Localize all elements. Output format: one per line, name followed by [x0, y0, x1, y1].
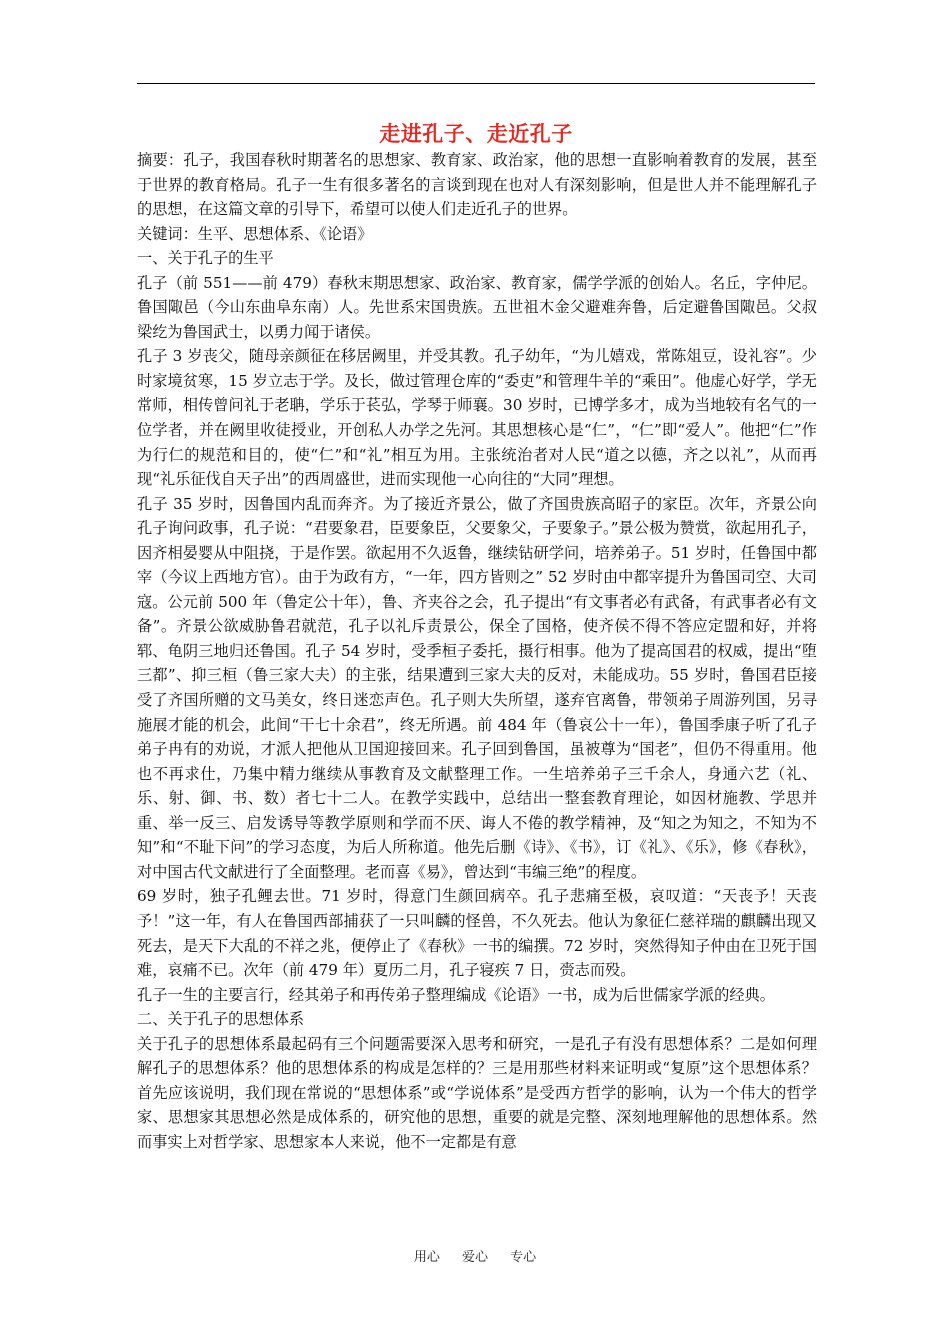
body-paragraph: 孔子一生的主要言行，经其弟子和再传弟子整理编成《论语》一书，成为后世儒家学派的经典。 [137, 985, 775, 1004]
document-title: 走进孔子、走近孔子 [379, 122, 573, 146]
abstract-paragraph: 摘要：孔子，我国春秋时期著名的思想家、教育家、政治家，他的思想一直影响着教育的发展，甚至于世界的教育格局。孔子一生有很多著名的言谈到现在也对人有深刻影响，但是世人并不能理解孔子的思想，在这篇文章的引导下，希望可以使人们走近孔子的世界。 [137, 151, 817, 219]
keywords-line: 关键词：生平、思想体系、《论语》 [137, 224, 373, 243]
page-footer: 用心 爱心 专心 [413, 1250, 537, 1265]
header-rule [137, 83, 815, 84]
section-heading-1: 一、关于孔子的生平 [137, 249, 274, 268]
body-paragraph: 孔子 35 岁时，因鲁国内乱而奔齐。为了接近齐景公，做了齐国贵族高昭子的家臣。次年，齐景公向孔子询问政事，孔子说：“君要象君，臣要象臣，父要象父，子要象子。”景公极为赞赏，欲起用孔子，因齐相晏婴从中阻挠，于是作罢。欲起用不久返鲁，继续钻研学问，培养弟子。51 岁时，任鲁国中都宰（今议上西地方官）。由于为政有方，“一年，四方皆则之” 52 岁时由中都宰提升为鲁国司空、大司寇。公元前 500 年（鲁定公十年），鲁、齐夹谷之会，孔子提出“有文事者必有武备，有武事者必有文备”。齐景公欲威胁鲁君就范，孔子以礼斥责景公，保全了国格，使齐侯不得不答应定盟和好，并将郓、龟阴三地归还鲁国。孔子 54 岁时，受季桓子委托，摄行相事。他为了提高国君的权威，提出“堕三都”、抑三桓（鲁三家大夫）的主张，结果遭到三家大夫的反对，未能成功。55 岁时，鲁国君臣接受了齐国所赠的文马美女，终日迷恋声色。孔子则大失所望，遂弃官离鲁，带领弟子周游列国，另寻施展才能的机会，此间“干七十余君”，终无所遇。前 484 年（鲁哀公十一年），鲁国季康子听了孔子弟子冉有的劝说，才派人把他从卫国迎接回来。孔子回到鲁国，虽被尊为“国老”，但仍不得重用。他也不再求仕，乃集中精力继续从事教育及文献整理工作。一生培养弟子三千余人，身通六艺（礼、乐、射、御、书、数）者七十二人。在教学实践中，总结出一整套教育理论，如因材施教、学思并重、举一反三、启发诱导等教学原则和学而不厌、诲人不倦的教学精神，及“知之为知之，不知为不知”和“不耻下问”的学习态度，为后人所称道。他先后删《诗》、《书》，订《礼》、《乐》，修《春秋》，对中国古代文献进行了全面整理。老而喜《易》，曾达到“韦编三绝”的程度。 [137, 494, 817, 881]
body-paragraph: 关于孔子的思想体系最起码有三个问题需要深入思考和研究，一是孔子有没有思想体系？二是如何理解孔子的思想体系？他的思想体系的构成是怎样的？三是用那些材料来证明或“复原”这个思想体系？首先应该说明，我们现在常说的“思想体系”或“学说体系”是受西方哲学的影响，认为一个伟大的哲学家、思想家其思想必然是成体系的，研究他的思想，重要的就是完整、深刻地理解他的思想体系。然而事实上对哲学家、思想家本人来说，他不一定都是有意 [137, 1034, 817, 1151]
body-paragraph: 孔子（前 551——前 479）春秋末期思想家、政治家、教育家，儒学学派的创始人。名丘，字仲尼。鲁国陬邑（今山东曲阜东南）人。先世系宋国贵族。五世祖木金父避难奔鲁，后定避鲁国陬邑。父叔梁纥为鲁国武士，以勇力闻于诸侯。 [137, 273, 817, 341]
section-heading-2: 二、关于孔子的思想体系 [137, 1010, 305, 1029]
body-paragraph: 69 岁时，独子孔鲤去世。71 岁时，得意门生颜回病卒。孔子悲痛至极，哀叹道：“天丧予！天丧予！”这一年，有人在鲁国西部捕获了一只叫麟的怪兽，不久死去。他认为象征仁慈祥瑞的麒麟出现又死去，是天下大乱的不祥之兆，便停止了《春秋》一书的编撰。72 岁时，突然得知子仲由在卫死于国难，哀痛不已。次年（前 479 年）夏历二月，孔子寝疾 7 日，赍志而殁。 [137, 887, 817, 980]
document-body [137, 148, 817, 1154]
body-paragraph: 孔子 3 岁丧父，随母亲颜征在移居阙里，并受其教。孔子幼年，“为儿嬉戏，常陈俎豆，设礼容”。少时家境贫寒，15 岁立志于学。及长，做过管理仓库的“委吏”和管理牛羊的“乘田”。他虚心好学，学无常师，相传曾问礼于老聃，学乐于苌弘，学琴于师襄。30 岁时，已博学多才，成为当地较有名气的一位学者，并在阙里收徒授业，开创私人办学之先河。其思想核心是“仁”，“仁”即“爱人”。他把“仁”作为行仁的规范和目的，使“仁”和“礼”相互为用。主张统治者对人民“道之以德，齐之以礼”，从而再现“礼乐征伐自天子出”的西周盛世，进而实现他一心向往的“大同”理想。 [137, 347, 817, 489]
